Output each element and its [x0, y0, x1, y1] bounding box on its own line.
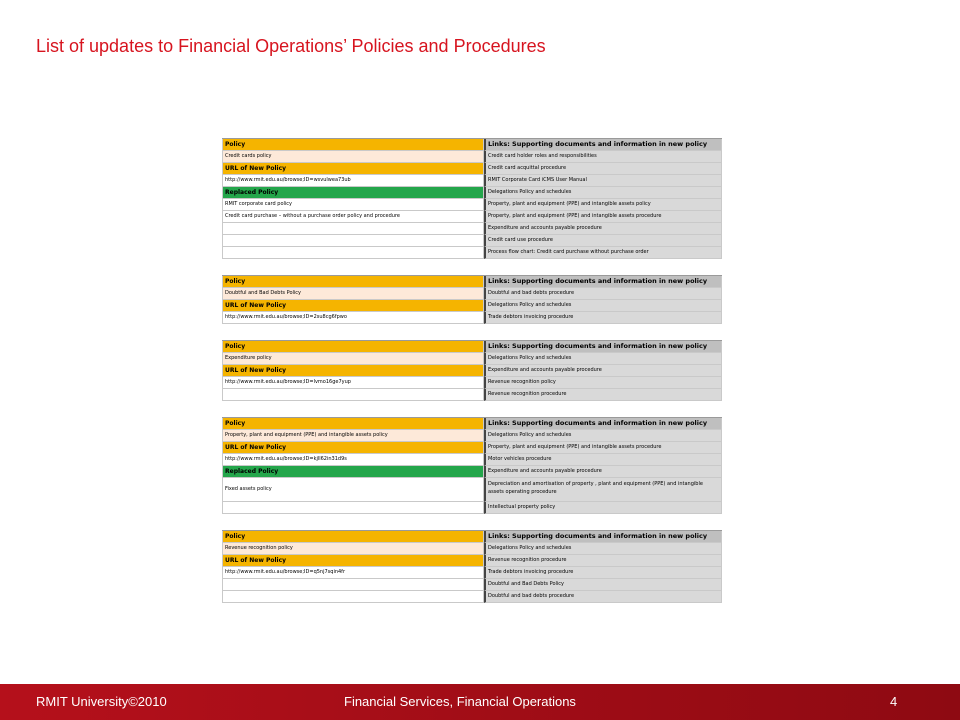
- policy-block: [222, 275, 722, 324]
- supporting-document-link: Delegations Policy and schedules: [484, 300, 722, 312]
- policy-detail-cell: [222, 389, 484, 401]
- supporting-document-link: Doubtful and bad debts procedure: [484, 591, 722, 603]
- url-header-cell: URL of New Policy: [222, 365, 484, 377]
- supporting-document-link: Process flow chart: Credit card purchase without purchase order: [484, 247, 722, 259]
- table-row: [222, 531, 722, 543]
- policy-detail-cell: [222, 235, 484, 247]
- slide-title: List of updates to Financial Operations’ Policies and Procedures: [36, 36, 546, 56]
- supporting-document-link: Motor vehicles procedure: [484, 454, 722, 466]
- supporting-document-link: Credit card acquittal procedure: [484, 163, 722, 175]
- supporting-document-link: Revenue recognition policy: [484, 377, 722, 389]
- table-row: [222, 199, 722, 211]
- table-row: [222, 175, 722, 187]
- policy-name-cell: Doubtful and Bad Debts Policy: [222, 288, 484, 300]
- block-gap: [222, 514, 722, 530]
- supporting-document-link: Intellectual property policy: [484, 502, 722, 514]
- footer-bar: [0, 684, 960, 720]
- links-header-cell: Links: Supporting documents and information in new policy: [484, 418, 722, 430]
- footer-university: RMIT University©2010: [36, 694, 167, 709]
- table-row: [222, 442, 722, 454]
- policy-detail-cell: Fixed assets policy: [222, 478, 484, 502]
- table-row: [222, 377, 722, 389]
- policy-detail-cell: [222, 502, 484, 514]
- supporting-document-link: Doubtful and bad debts procedure: [484, 288, 722, 300]
- supporting-document-link: RMIT Corporate Card iCMS User Manual: [484, 175, 722, 187]
- table-row: [222, 187, 722, 199]
- links-header-cell: Links: Supporting documents and information in new policy: [484, 341, 722, 353]
- policy-name-cell: Expenditure policy: [222, 353, 484, 365]
- supporting-document-link: Trade debtors invoicing procedure: [484, 312, 722, 324]
- policy-detail-cell: Credit card purchase – without a purchase order policy and procedure: [222, 211, 484, 223]
- policy-detail-cell: [222, 579, 484, 591]
- table-row: [222, 163, 722, 175]
- table-row: [222, 276, 722, 288]
- supporting-document-link: Delegations Policy and schedules: [484, 543, 722, 555]
- table-row: [222, 235, 722, 247]
- supporting-document-link: Property, plant and equipment (PPE) and intangible assets policy: [484, 199, 722, 211]
- policy-detail-cell: http://www.rmit.edu.au/browse;ID=wsvulwea73ub: [222, 175, 484, 187]
- table-row: [222, 454, 722, 466]
- policy-detail-cell: [222, 591, 484, 603]
- policy-block: [222, 138, 722, 259]
- block-gap: [222, 259, 722, 275]
- links-header-cell: Links: Supporting documents and information in new policy: [484, 139, 722, 151]
- table-row: [222, 555, 722, 567]
- supporting-document-link: Credit card holder roles and responsibilities: [484, 151, 722, 163]
- supporting-document-link: Depreciation and amortisation of property , plant and equipment (PPE) and intangible assets operating procedure: [484, 478, 722, 502]
- table-row: [222, 300, 722, 312]
- table-row: [222, 139, 722, 151]
- table-row: [222, 223, 722, 235]
- table-row: [222, 478, 722, 502]
- table-row: [222, 591, 722, 603]
- block-gap: [222, 324, 722, 340]
- policy-detail-cell: http://www.rmit.edu.au/browse;ID=lvmo16ge7yup: [222, 377, 484, 389]
- table-row: [222, 567, 722, 579]
- supporting-document-link: Delegations Policy and schedules: [484, 353, 722, 365]
- table-row: [222, 418, 722, 430]
- table-row: [222, 341, 722, 353]
- table-row: [222, 211, 722, 223]
- table-row: [222, 247, 722, 259]
- table-row: [222, 312, 722, 324]
- supporting-document-link: Expenditure and accounts payable procedure: [484, 223, 722, 235]
- url-header-cell: URL of New Policy: [222, 555, 484, 567]
- supporting-document-link: Expenditure and accounts payable procedure: [484, 466, 722, 478]
- policy-header-cell: Policy: [222, 418, 484, 430]
- policy-name-cell: Property, plant and equipment (PPE) and intangible assets policy: [222, 430, 484, 442]
- supporting-document-link: Delegations Policy and schedules: [484, 430, 722, 442]
- table-row: [222, 353, 722, 365]
- footer-department: Financial Services, Financial Operations: [344, 694, 576, 709]
- supporting-document-link: Delegations Policy and schedules: [484, 187, 722, 199]
- replaced-policy-header-cell: Replaced Policy: [222, 466, 484, 478]
- table-row: [222, 579, 722, 591]
- supporting-document-link: Trade debtors invoicing procedure: [484, 567, 722, 579]
- table-row: [222, 365, 722, 377]
- policy-block: [222, 530, 722, 603]
- policy-header-cell: Policy: [222, 341, 484, 353]
- policy-header-cell: Policy: [222, 139, 484, 151]
- policy-detail-cell: http://www.rmit.edu.au/browse;ID=q5nj7sqin4fr: [222, 567, 484, 579]
- supporting-document-link: Credit card use procedure: [484, 235, 722, 247]
- table-row: [222, 466, 722, 478]
- table-row: [222, 389, 722, 401]
- url-header-cell: URL of New Policy: [222, 442, 484, 454]
- policy-detail-cell: http://www.rmit.edu.au/browse;ID=kjll62in31d9s: [222, 454, 484, 466]
- supporting-document-link: Doubtful and Bad Debts Policy: [484, 579, 722, 591]
- block-gap: [222, 401, 722, 417]
- url-header-cell: URL of New Policy: [222, 300, 484, 312]
- supporting-document-link: Property, plant and equipment (PPE) and intangible assets procedure: [484, 442, 722, 454]
- policy-block: [222, 417, 722, 514]
- table-row: [222, 502, 722, 514]
- policy-header-cell: Policy: [222, 276, 484, 288]
- policy-spreadsheet: [222, 138, 722, 603]
- supporting-document-link: Property, plant and equipment (PPE) and intangible assets procedure: [484, 211, 722, 223]
- policy-detail-cell: [222, 247, 484, 259]
- table-row: [222, 430, 722, 442]
- policy-name-cell: Revenue recognition policy: [222, 543, 484, 555]
- policy-detail-cell: http://www.rmit.edu.au/browse;ID=2su8cg6fpwo: [222, 312, 484, 324]
- page-number: 4: [890, 694, 898, 709]
- policy-name-cell: Credit cards policy: [222, 151, 484, 163]
- links-header-cell: Links: Supporting documents and information in new policy: [484, 531, 722, 543]
- policy-header-cell: Policy: [222, 531, 484, 543]
- policy-block: [222, 340, 722, 401]
- policy-detail-cell: [222, 223, 484, 235]
- replaced-policy-header-cell: Replaced Policy: [222, 187, 484, 199]
- policy-detail-cell: RMIT corporate card policy: [222, 199, 484, 211]
- url-header-cell: URL of New Policy: [222, 163, 484, 175]
- table-row: [222, 151, 722, 163]
- links-header-cell: Links: Supporting documents and information in new policy: [484, 276, 722, 288]
- table-row: [222, 543, 722, 555]
- supporting-document-link: Expenditure and accounts payable procedure: [484, 365, 722, 377]
- supporting-document-link: Revenue recognition procedure: [484, 389, 722, 401]
- table-row: [222, 288, 722, 300]
- supporting-document-link: Revenue recognition procedure: [484, 555, 722, 567]
